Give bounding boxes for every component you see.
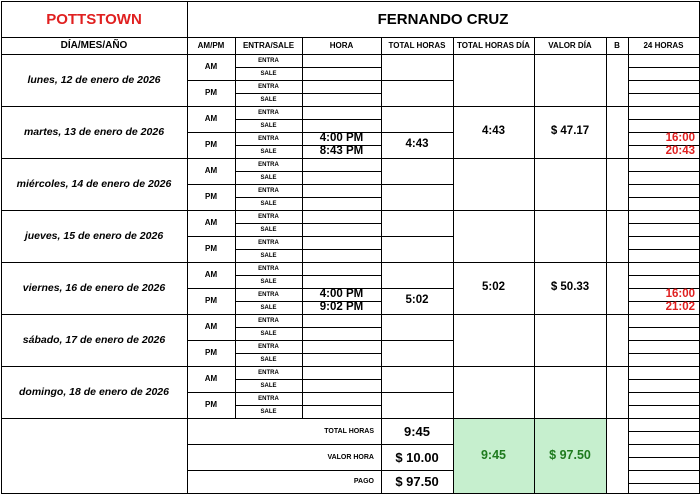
pm-label: PM (205, 244, 217, 253)
am-label: AM (204, 322, 218, 331)
grid-line (628, 223, 700, 224)
col-header-b: B (614, 40, 620, 50)
grid-line (381, 184, 454, 185)
am-exit-label: SALE (260, 278, 277, 285)
grid-line (381, 158, 382, 211)
am-label: AM (204, 270, 218, 279)
h24-exit: 21:02 (665, 300, 695, 313)
pm-exit-label: SALE (260, 96, 277, 103)
pm-total-hours: 5:02 (405, 294, 429, 307)
day-date: martes, 13 de enero de 2026 (23, 125, 165, 138)
grid-line (381, 54, 382, 107)
grid-line (302, 314, 303, 367)
day-value: $ 47.17 (550, 125, 590, 138)
col-header-ampm: AM/PM (197, 40, 225, 50)
grid-line (628, 327, 700, 328)
grid-line (628, 236, 700, 237)
col-header-hour: HORA (329, 40, 354, 50)
grid-line (628, 340, 700, 341)
pay-label: PAGO (353, 478, 374, 485)
pm-total-hours: 4:43 (405, 138, 429, 151)
summary-grid-line (628, 444, 699, 445)
col-header-24h: 24 HORAS (643, 40, 684, 50)
pm-entry-label: ENTRA (258, 187, 279, 194)
summary-grid-line (628, 457, 699, 458)
am-entry-label: ENTRA (258, 109, 279, 116)
col-header-date: DÍA/MES/AÑO (60, 39, 128, 51)
day-date: miércoles, 14 de enero de 2026 (16, 177, 172, 190)
grid-line (302, 366, 303, 419)
pm-label: PM (205, 192, 217, 201)
grid-line (453, 210, 454, 263)
pay-value: $ 97.50 (395, 474, 439, 489)
grid-line (534, 158, 535, 211)
grid-line (606, 210, 607, 263)
day-total-hours: 4:43 (481, 125, 506, 138)
summary-grid-line (628, 431, 699, 432)
grid-line (606, 314, 607, 367)
pm-exit-label: SALE (260, 408, 277, 415)
pm-label: PM (205, 400, 217, 409)
pm-exit-time: 8:43 PM (319, 144, 364, 157)
grid-line (628, 184, 700, 185)
pm-entry-time: 4:00 PM (319, 287, 364, 300)
grid-line (606, 418, 607, 494)
grid-line (628, 67, 700, 68)
grid-line (302, 158, 303, 211)
summary-grid-line (628, 483, 699, 484)
pm-exit-label: SALE (260, 148, 277, 155)
pm-entry-label: ENTRA (258, 239, 279, 246)
am-exit-label: SALE (260, 330, 277, 337)
summary-total-pay-green: $ 97.50 (549, 448, 591, 463)
grid-line (628, 80, 700, 81)
grid-line (453, 314, 454, 367)
pm-exit-time: 9:02 PM (319, 300, 364, 313)
day-date: jueves, 15 de enero de 2026 (24, 229, 164, 242)
grid-line (453, 54, 454, 107)
grid-line (302, 54, 303, 107)
am-label: AM (204, 218, 218, 227)
am-exit-label: SALE (260, 70, 277, 77)
grid-line (381, 236, 454, 237)
day-date: viernes, 16 de enero de 2026 (22, 281, 166, 294)
total-hours-label: TOTAL HORAS (324, 427, 374, 435)
grid-line (381, 210, 382, 263)
h24-entry: 16:00 (665, 287, 695, 300)
pm-exit-label: SALE (260, 200, 277, 207)
grid-line (381, 392, 454, 393)
day-date: domingo, 18 de enero de 2026 (19, 385, 169, 398)
pm-entry-label: ENTRA (258, 395, 279, 402)
grid-line (628, 405, 700, 406)
am-entry-label: ENTRA (258, 57, 279, 64)
am-entry-label: ENTRA (258, 317, 279, 324)
location-title: POTTSTOWN (46, 10, 142, 28)
am-entry-label: ENTRA (258, 369, 279, 376)
am-entry-label: ENTRA (258, 265, 279, 272)
col-header-total-hours-day: TOTAL HORAS DÍA (457, 40, 530, 50)
grid-line (381, 314, 382, 367)
hour-value: $ 10.00 (395, 449, 439, 465)
grid-line (453, 366, 454, 419)
hour-value-label: VALOR HORA (327, 453, 374, 461)
pm-label: PM (205, 348, 217, 357)
grid-line (628, 392, 700, 393)
pm-entry-time: 4:00 PM (319, 131, 364, 144)
employee-name: FERNANDO CRUZ (377, 10, 509, 28)
grid-line (628, 171, 700, 172)
grid-line (628, 275, 700, 276)
grid-line (606, 106, 607, 159)
grid-line (606, 158, 607, 211)
pm-entry-label: ENTRA (258, 343, 279, 350)
grid-line (628, 353, 700, 354)
summary-grid-line (628, 470, 699, 471)
grid-line (453, 158, 454, 211)
am-label: AM (204, 114, 218, 123)
grid-line (381, 80, 454, 81)
grid-line (606, 54, 607, 107)
am-exit-label: SALE (260, 174, 277, 181)
pm-entry-label: ENTRA (258, 291, 279, 298)
pm-label: PM (205, 140, 217, 149)
am-exit-label: SALE (260, 122, 277, 129)
grid-line (534, 54, 535, 107)
col-header-entry-exit: ENTRA/SALE (242, 40, 295, 50)
grid-line (381, 366, 382, 419)
grid-line (606, 366, 607, 419)
am-entry-label: ENTRA (258, 161, 279, 168)
am-exit-label: SALE (260, 226, 277, 233)
grid-line (534, 210, 535, 263)
day-total-hours: 5:02 (481, 281, 506, 294)
pm-label: PM (205, 88, 217, 97)
pm-entry-label: ENTRA (258, 83, 279, 90)
total-hours-value: 9:45 (403, 423, 431, 439)
pm-exit-label: SALE (260, 252, 277, 259)
grid-line (381, 340, 454, 341)
grid-line (302, 210, 303, 263)
grid-line (628, 93, 700, 94)
grid-line (628, 119, 700, 120)
am-label: AM (204, 62, 218, 71)
pm-exit-label: SALE (260, 356, 277, 363)
pm-label: PM (205, 296, 217, 305)
summary-total-hours-green: 9:45 (480, 448, 507, 463)
day-date: sábado, 17 de enero de 2026 (22, 333, 166, 346)
am-exit-label: SALE (260, 382, 277, 389)
col-header-total-hours: TOTAL HORAS (388, 40, 446, 50)
grid-line (534, 366, 535, 419)
h24-exit: 20:43 (665, 144, 695, 157)
grid-line (606, 262, 607, 315)
grid-line (534, 314, 535, 367)
am-label: AM (204, 374, 218, 383)
pm-exit-label: SALE (260, 304, 277, 311)
am-entry-label: ENTRA (258, 213, 279, 220)
grid-line (628, 379, 700, 380)
col-header-day-value: VALOR DÍA (548, 40, 592, 50)
day-date: lunes, 12 de enero de 2026 (27, 73, 161, 86)
grid-line (628, 249, 700, 250)
h24-entry: 16:00 (665, 131, 695, 144)
grid-line (628, 197, 700, 198)
am-label: AM (204, 166, 218, 175)
day-value: $ 50.33 (550, 281, 590, 294)
pm-entry-label: ENTRA (258, 135, 279, 142)
